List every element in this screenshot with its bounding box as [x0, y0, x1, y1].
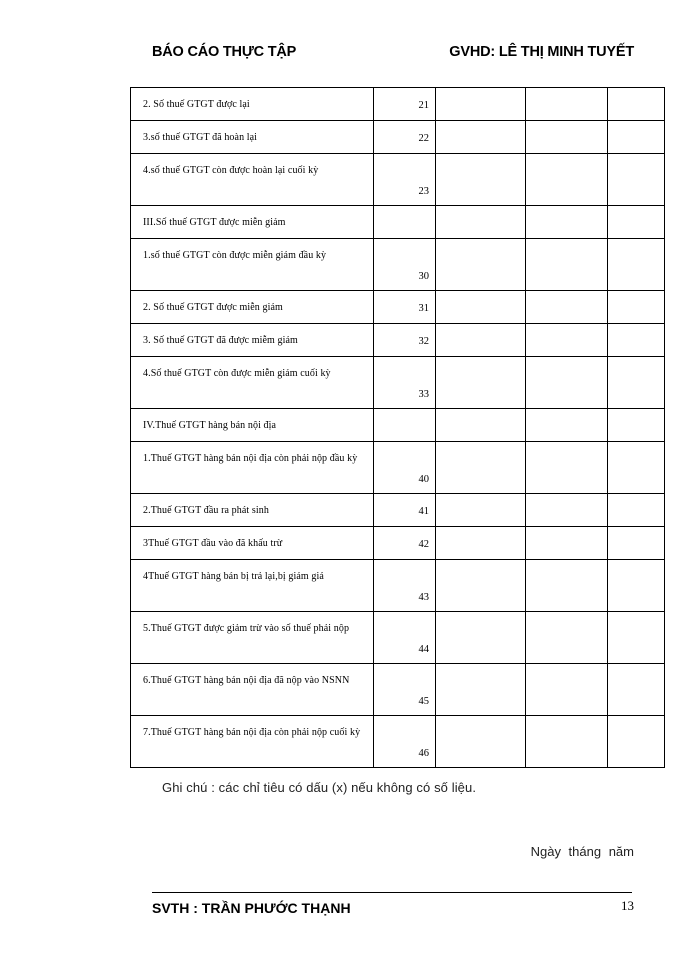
value-cell-1	[436, 560, 526, 612]
row-code-cell	[374, 357, 436, 409]
row-code: 42	[418, 539, 429, 550]
row-label: 3.số thuế GTGT đã hoàn lại	[143, 132, 258, 143]
row-code-cell	[374, 612, 436, 664]
value-cell-1	[436, 527, 526, 560]
row-label-cell	[131, 527, 374, 560]
row-code-cell	[374, 527, 436, 560]
value-cell-1	[436, 612, 526, 664]
table-row	[131, 121, 665, 154]
row-label: 6.Thuế GTGT hàng bán nội địa đã nộp vào NSNN	[143, 675, 350, 686]
date-line: Ngày tháng năm	[530, 844, 634, 859]
value-cell-1	[436, 716, 526, 768]
row-label-cell	[131, 664, 374, 716]
table-row	[131, 442, 665, 494]
row-label: 7.Thuế GTGT hàng bán nội địa còn phải nộp cuối kỳ	[143, 727, 361, 738]
row-code: 43	[418, 592, 429, 603]
value-cell-2	[526, 442, 608, 494]
row-label: 3Thuế GTGT đầu vào đã khấu trừ	[143, 538, 283, 549]
value-cell-1	[436, 206, 526, 239]
value-cell-3	[608, 442, 665, 494]
row-label-cell	[131, 357, 374, 409]
value-cell-3	[608, 494, 665, 527]
value-cell-2	[526, 560, 608, 612]
value-cell-3	[608, 527, 665, 560]
row-code-cell	[374, 154, 436, 206]
value-cell-3	[608, 324, 665, 357]
row-code: 41	[418, 506, 429, 517]
row-label: 1.số thuế GTGT còn được miễn giảm đầu kỳ	[143, 250, 327, 261]
value-cell-2	[526, 324, 608, 357]
value-cell-3	[608, 560, 665, 612]
row-code-cell	[374, 560, 436, 612]
value-cell-2	[526, 206, 608, 239]
row-code-cell	[374, 121, 436, 154]
value-cell-1	[436, 442, 526, 494]
table-row	[131, 527, 665, 560]
value-cell-2	[526, 121, 608, 154]
value-cell-2	[526, 239, 608, 291]
value-cell-3	[608, 121, 665, 154]
row-code-cell	[374, 324, 436, 357]
table-row	[131, 206, 665, 239]
row-label-cell	[131, 206, 374, 239]
row-label-cell	[131, 239, 374, 291]
supervisor-name: GVHD: LÊ THỊ MINH TUYẾT	[449, 44, 634, 60]
row-label-cell	[131, 716, 374, 768]
row-code: 44	[418, 644, 429, 655]
row-code: 21	[418, 100, 429, 111]
row-label: 4Thuế GTGT hàng bán bị trả lại,bị giảm giá	[143, 571, 324, 582]
row-label: 1.Thuế GTGT hàng bán nội địa còn phải nộp đầu kỳ	[143, 453, 358, 464]
row-label-cell	[131, 560, 374, 612]
row-label-cell	[131, 154, 374, 206]
row-code: 22	[418, 133, 429, 144]
row-code-cell	[374, 239, 436, 291]
row-label-cell	[131, 88, 374, 121]
value-cell-3	[608, 88, 665, 121]
value-cell-3	[608, 239, 665, 291]
table-row	[131, 324, 665, 357]
row-code: 33	[418, 389, 429, 400]
value-cell-1	[436, 291, 526, 324]
page-number: 13	[621, 898, 634, 913]
row-label-cell	[131, 612, 374, 664]
value-cell-3	[608, 291, 665, 324]
value-cell-2	[526, 357, 608, 409]
row-code-cell	[374, 409, 436, 442]
row-label: 2. Số thuế GTGT được lại	[143, 99, 250, 110]
value-cell-2	[526, 716, 608, 768]
row-label: IV.Thuế GTGT hàng bán nội địa	[143, 420, 277, 431]
row-label-cell	[131, 121, 374, 154]
value-cell-3	[608, 664, 665, 716]
row-code: 30	[418, 271, 429, 282]
footer-divider	[152, 892, 632, 893]
value-cell-2	[526, 527, 608, 560]
table-row	[131, 88, 665, 121]
row-label-cell	[131, 442, 374, 494]
value-cell-1	[436, 324, 526, 357]
row-code-cell	[374, 442, 436, 494]
value-cell-2	[526, 664, 608, 716]
table-row	[131, 716, 665, 768]
value-cell-1	[436, 664, 526, 716]
value-cell-1	[436, 409, 526, 442]
value-cell-2	[526, 494, 608, 527]
row-label: III.Số thuế GTGT được miễn giảm	[143, 217, 286, 228]
value-cell-3	[608, 154, 665, 206]
value-cell-1	[436, 239, 526, 291]
value-cell-3	[608, 612, 665, 664]
value-cell-2	[526, 291, 608, 324]
row-code-cell	[374, 291, 436, 324]
value-cell-2	[526, 409, 608, 442]
tax-report-table	[130, 87, 665, 768]
row-label: 4.Số thuế GTGT còn được miễn giảm cuối kỳ	[143, 368, 331, 379]
row-code-cell	[374, 494, 436, 527]
value-cell-1	[436, 154, 526, 206]
table-row	[131, 154, 665, 206]
table-row	[131, 291, 665, 324]
value-cell-1	[436, 357, 526, 409]
note-text: Ghi chú : các chỉ tiêu có dấu (x) nếu không có số liệu.	[162, 780, 477, 795]
table-row	[131, 612, 665, 664]
value-cell-2	[526, 88, 608, 121]
student-name: SVTH : TRẦN PHƯỚC THẠNH	[152, 900, 351, 916]
row-code-cell	[374, 88, 436, 121]
row-code: 31	[418, 303, 429, 314]
table-row	[131, 357, 665, 409]
page-header	[0, 44, 700, 68]
table-row	[131, 560, 665, 612]
table-row	[131, 239, 665, 291]
row-label-cell	[131, 409, 374, 442]
report-title: BÁO CÁO THỰC TẬP	[152, 44, 297, 60]
row-code: 32	[418, 336, 429, 347]
row-label-cell	[131, 291, 374, 324]
table-row	[131, 664, 665, 716]
row-code: 46	[418, 748, 429, 759]
row-code-cell	[374, 664, 436, 716]
row-label: 2. Số thuế GTGT được miễn giảm	[143, 302, 283, 313]
row-label: 4.số thuế GTGT còn được hoàn lại cuối kỳ	[143, 165, 319, 176]
value-cell-1	[436, 88, 526, 121]
row-code-cell	[374, 716, 436, 768]
table-row	[131, 494, 665, 527]
row-label-cell	[131, 324, 374, 357]
row-label: 2.Thuế GTGT đầu ra phát sinh	[143, 505, 269, 516]
row-label: 3. Số thuế GTGT đã được miễm giảm	[143, 335, 298, 346]
value-cell-2	[526, 612, 608, 664]
table-row	[131, 409, 665, 442]
value-cell-3	[608, 409, 665, 442]
value-cell-3	[608, 357, 665, 409]
value-cell-3	[608, 716, 665, 768]
value-cell-3	[608, 206, 665, 239]
row-code: 23	[418, 186, 429, 197]
value-cell-1	[436, 121, 526, 154]
value-cell-1	[436, 494, 526, 527]
row-code: 45	[418, 696, 429, 707]
value-cell-2	[526, 154, 608, 206]
row-label-cell	[131, 494, 374, 527]
row-label: 5.Thuế GTGT được giảm trừ vào số thuế phải nộp	[143, 623, 350, 634]
row-code: 40	[418, 474, 429, 485]
row-code-cell	[374, 206, 436, 239]
